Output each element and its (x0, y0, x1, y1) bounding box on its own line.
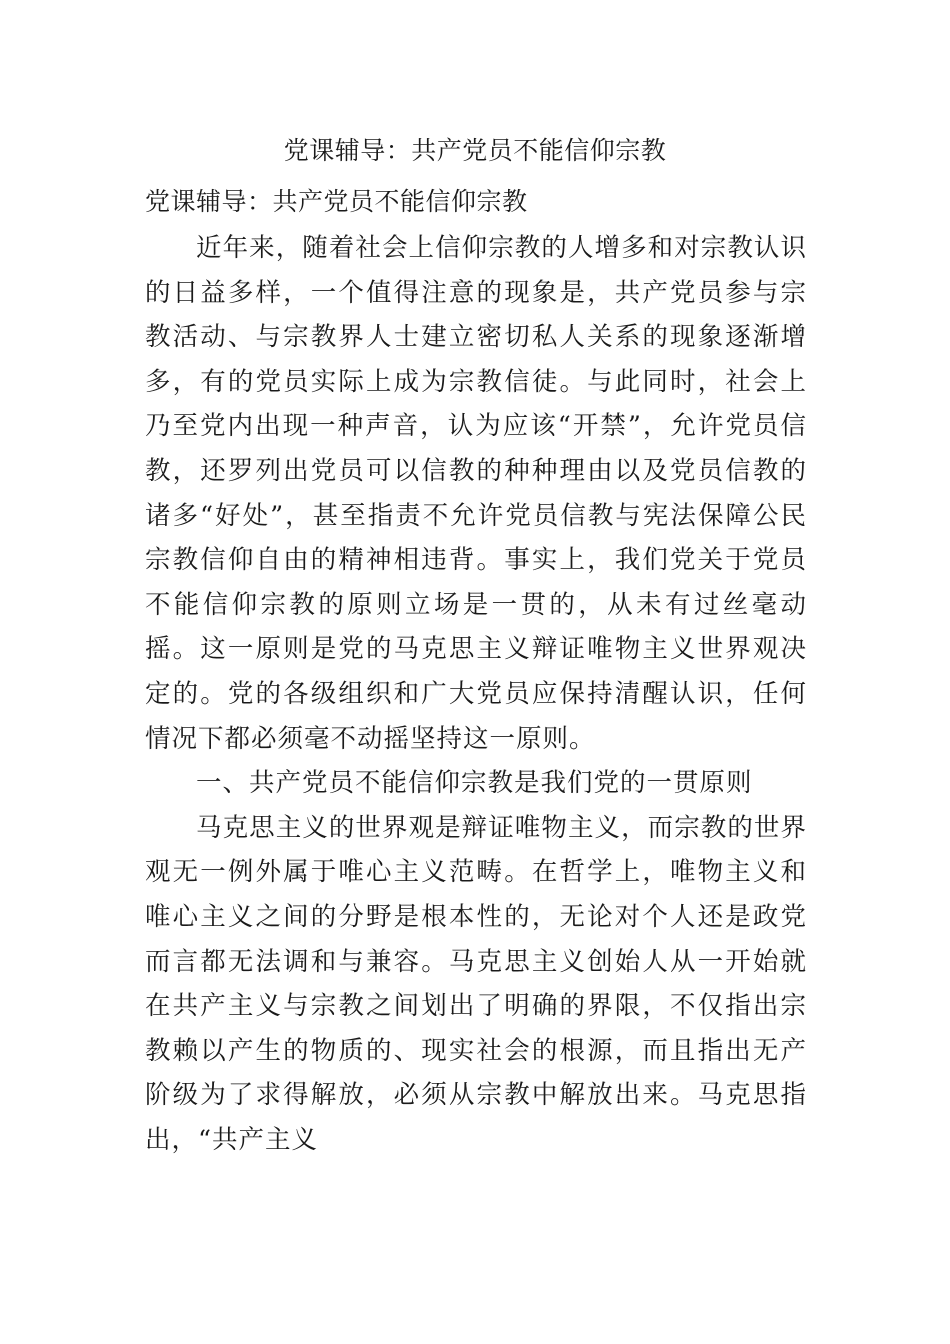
document-body (145, 226, 807, 1162)
body-paragraph: 近年来，随着社会上信仰宗教的人增多和对宗教认识的日益多样，一个值得注意的现象是，共产党员参与宗教活动、与宗教界人士建立密切私人关系的现象逐渐增多，有的党员实际上成为宗教信徒。与此同时，社会上乃至党内出现一种声音，认为应该“开禁”，允许党员信教，还罗列出党员可以信教的种种理由以及党员信教的诸多“好处”，甚至指责不允许党员信教与宪法保障公民宗教信仰自由的精神相违背。事实上，我们党关于党员不能信仰宗教的原则立场是一贯的，从未有过丝毫动摇。这一原则是党的马克思主义辩证唯物主义世界观决定的。党的各级组织和广大党员应保持清醒认识，任何情况下都必须毫不动摇坚持这一原则。 (145, 233, 807, 754)
document-subtitle: 党课辅导：共产党员不能信仰宗教 (145, 187, 528, 216)
body-paragraph: 马克思主义的世界观是辩证唯物主义，而宗教的世界观无一例外属于唯心主义范畴。在哲学上，唯物主义和唯心主义之间的分野是根本性的，无论对个人还是政党而言都无法调和与兼容。马克思主义创始人从一开始就在共产主义与宗教之间划出了明确的界限，不仅指出宗教赖以产生的物质的、现实社会的根源，而且指出无产阶级为了求得解放，必须从宗教中解放出来。马克思指出，“共产主义 (145, 812, 807, 1155)
document-title: 党课辅导：共产党员不能信仰宗教 (283, 136, 667, 165)
section-heading: 一、共产党员不能信仰宗教是我们党的一贯原则 (196, 768, 753, 799)
